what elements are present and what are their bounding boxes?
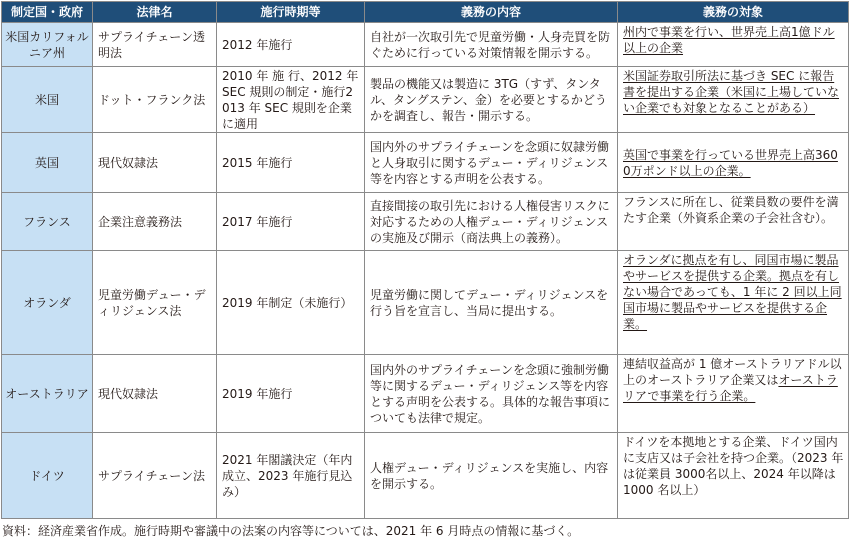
target-underlined-text: 州内で事業を行い、世界売上高1億ドル以上の企業: [623, 25, 835, 55]
source-note: 資料：経済産業省作成。施行時期や審議中の法案の内容等については、2021 年 6 月時点の情報に基づく。: [2, 524, 580, 538]
target-cell: フランスに所在し、従業員数の要件を満たす企業（外資系企業の子会社含む）。: [618, 193, 849, 251]
table-row: [2, 133, 849, 193]
law-name-cell: サプライチェーン透明法: [93, 23, 217, 67]
obligation-cell: 直接間接の取引先における人権侵害リスクに対応するための人権デュー・ディリジェンスの実施及び開示（商法典上の義務）。: [365, 193, 618, 251]
table-row: [2, 355, 849, 433]
target-cell: [618, 251, 849, 355]
law-name-cell: 現代奴隷法: [93, 133, 217, 193]
header-target: 義務の対象: [618, 2, 849, 23]
law-table-wrapper: [1, 1, 848, 519]
table-row: [2, 67, 849, 133]
target-underlined-text: オーストラリアで事業を行う企業。: [623, 373, 838, 403]
country-cell: オーストラリア: [2, 355, 93, 433]
target-plain-text: 連結収益高が 1 億オーストラリアドル以上のオーストラリア企業又は: [623, 357, 842, 387]
law-comparison-table: [1, 1, 849, 519]
target-cell: [618, 67, 849, 133]
enforcement-date-cell: 2010 年 施 行、2012 年SEC 規則の制定・施行2013 年 SEC 規則を企業に適用: [217, 67, 365, 133]
target-underlined-text: オランダに拠点を有し、同国市場に製品やサービスを提供する企業。拠点を有しない場合であっても、1 年に 2 回以上同国市場に製品やサービスを提供する企業。: [623, 253, 842, 331]
target-cell: [618, 355, 849, 433]
country-cell: 米国: [2, 67, 93, 133]
enforcement-date-cell: 2021 年閣議決定（年内成立、2023 年施行見込み）: [217, 433, 365, 519]
target-cell: [618, 23, 849, 67]
target-cell: [618, 133, 849, 193]
obligation-cell: 人権デュー・ディリジェンスを実施し、内容を開示する。: [365, 433, 618, 519]
law-name-cell: 児童労働デュー・ディリジェンス法: [93, 251, 217, 355]
enforcement-date-cell: 2012 年施行: [217, 23, 365, 67]
obligation-cell: 自社が一次取引先で児童労働・人身売買を防ぐために行っている対策情報を開示する。: [365, 23, 618, 67]
enforcement-date-cell: 2017 年施行: [217, 193, 365, 251]
country-cell: フランス: [2, 193, 93, 251]
country-cell: 英国: [2, 133, 93, 193]
country-cell: ドイツ: [2, 433, 93, 519]
table-row: [2, 251, 849, 355]
enforcement-date-cell: 2019 年制定（未施行）: [217, 251, 365, 355]
table-header-row: [2, 2, 849, 23]
law-name-cell: 現代奴隷法: [93, 355, 217, 433]
law-name-cell: 企業注意義務法: [93, 193, 217, 251]
header-law-name: 法律名: [93, 2, 217, 23]
target-cell: ドイツを本拠地とする企業、ドイツ国内に支店又は子会社を持つ企業。（2023 年は従業員 3000名以上、2024 年以降は 1000 名以上）: [618, 433, 849, 519]
header-obligation: 義務の内容: [365, 2, 618, 23]
country-cell: 米国カリフォルニア州: [2, 23, 93, 67]
law-name-cell: サプライチェーン法: [93, 433, 217, 519]
target-underlined-text: 英国で事業を行っている世界売上高3600万ポンド以上の企業。: [623, 148, 838, 178]
law-name-cell: ドット・フランク法: [93, 67, 217, 133]
obligation-cell: 児童労働に関してデュー・ディリジェンスを行う旨を宣言し、当局に提出する。: [365, 251, 618, 355]
obligation-cell: 国内外のサプライチェーンを念頭に強制労働等に関するデュー・ディリジェンス等を内容とする声明を公表する。具体的な報告事項についても法律で規定。: [365, 355, 618, 433]
obligation-cell: 国内外のサプライチェーンを念頭に奴隷労働と人身取引に関するデュー・ディリジェンス等を内容とする声明を公表する。: [365, 133, 618, 193]
enforcement-date-cell: 2019 年施行: [217, 355, 365, 433]
country-cell: オランダ: [2, 251, 93, 355]
table-row: [2, 433, 849, 519]
enforcement-date-cell: 2015 年施行: [217, 133, 365, 193]
header-country: 制定国・政府: [2, 2, 93, 23]
table-row: [2, 23, 849, 67]
header-enforcement-date: 施行時期等: [217, 2, 365, 23]
table-row: [2, 193, 849, 251]
obligation-cell: 製品の機能又は製造に 3TG（すず、タンタル、タングステン、金）を必要とするかどうかを調査し、報告・開示する。: [365, 67, 618, 133]
target-underlined-text: 米国証券取引所法に基づき SEC に報告書を提出する企業（米国に上場していない企業でも対象となることがある）: [623, 69, 840, 115]
